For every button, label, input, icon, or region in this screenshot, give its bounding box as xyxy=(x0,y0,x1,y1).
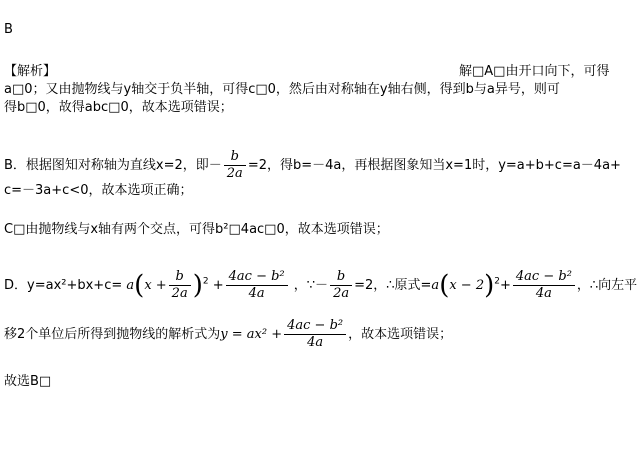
option-b-fraction: $\frac{b}{2a}$ xyxy=(224,149,246,182)
option-d-text2: ，∵－ xyxy=(293,278,329,293)
answer-letter: B xyxy=(4,22,13,37)
analysis-option-a-line3: 得b□0，故得abc□0，故本选项错误； xyxy=(4,100,233,115)
analysis-option-a-intro: 解□A□由开口向下，可得 xyxy=(459,64,610,79)
analysis-label: 【解析】 xyxy=(4,64,57,79)
option-b-line1 xyxy=(4,149,621,182)
analysis-option-a-line2: a□0；又由抛物线与y轴交于负半轴，可得c□0，然后由对称轴在y轴右侧，得到b与a异号，则可 xyxy=(4,82,560,97)
option-d-line2-text: 移2个单位后所得到抛物线的解析式为 xyxy=(4,327,221,342)
option-b-text2: =2，得b=－4a，再根据图象知当x=1时，y=a+b+c=a－4a+ xyxy=(247,158,621,173)
option-d-text3: =2，∴原式= xyxy=(354,278,432,293)
option-d-k-fraction: $\frac{\text{4ac − b²}}{4a}$ xyxy=(226,269,288,302)
option-d-line1: D．y=ax²+bx+c= a(x + $\frac{b}{2a}$ )$^2$ + $\frac{\text{4ac − b²}}{4a}$ ，∵－ $\frac{b}{2a}$ =2，∴原式$=a(x - 2)^2+$ $\frac{\text{4ac − b²}}{4a}$ ，∴向左平 xyxy=(4,269,637,301)
option-d-text4: ，∴向左平 xyxy=(576,278,637,293)
option-d-line2-end: ，故本选项错误； xyxy=(348,327,453,342)
option-d-text1: D．y=ax²+bx+c= xyxy=(4,278,123,293)
option-b-text1: B．根据图知对称轴为直线x=2，即－ xyxy=(4,158,222,173)
option-d-line2: 移2个单位后所得到抛物线的解析式为y = ax² + $\frac{\text{4ac − b²}}{4a}$ ，故本选项错误； xyxy=(4,318,453,350)
option-b-line2: c=－3a+c<0，故本选项正确； xyxy=(4,183,193,198)
option-c-line: C□由抛物线与x轴有两个交点，可得b²□4ac□0，故本选项错误； xyxy=(4,222,389,237)
conclusion: 故选B□ xyxy=(4,374,52,389)
